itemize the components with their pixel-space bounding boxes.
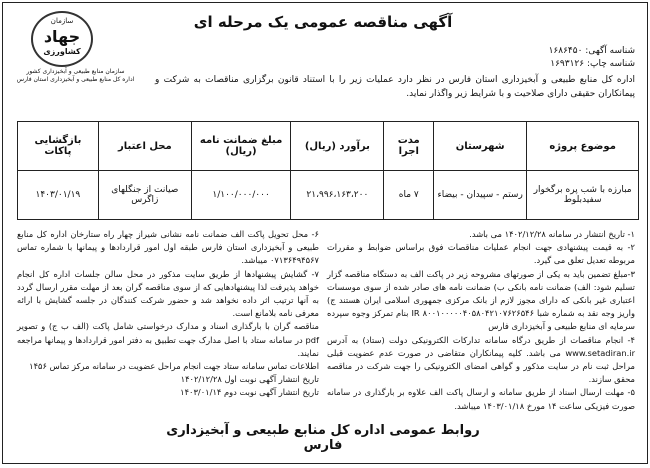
cell-estimate: ۲۱،۹۹۶،۱۶۳،۲۰۰: [291, 171, 384, 220]
second-publish-date: تاریخ انتشار آگهی نوبت دوم ۱۴۰۳/۰۱/۱۴: [180, 387, 319, 398]
logo-org-line1: سازمان منابع طبیعی و آبخیزداری کشور: [26, 68, 125, 75]
print-number: شناسه چاپ: ۱۶۹۳۱۲۶: [550, 59, 635, 69]
header-guarantee: مبلغ ضمانت نامه (ریال): [191, 122, 290, 171]
cell-duration: ۷ ماه: [384, 171, 434, 220]
tender-notice: [2, 2, 648, 464]
logo-word-main: جهاد: [43, 27, 81, 46]
condition-item: ۲- به قیمت پیشنهادی جهت انجام عملیات مناقصات فوق براساس ضوابط و مقررات مربوطه تعدیل تعلق می گیرد.: [327, 242, 635, 266]
conditions-right-column: [327, 228, 635, 413]
condition-item: ۶- محل تحویل پاکت الف ضمانت نامه نشانی شیراز چهار راه ستارخان اداره کل منابع طبیعی و آبخیزداری استان فارس طبقه اول امور قراردادها و پیمانها با شماره تماس ۰۷۱۳۶۴۹۴۵۶۷ میباشد.: [17, 229, 319, 266]
intro-paragraph: اداره کل منابع طبیعی و آبخیزداری استان فارس در نظر دارد عملیات زیر را با استناد قانون برگزاری مناقصات به شرکت و پیمانکاران حقیقی دارای صلاحیت و با شرایط زیر واگذار نماید.: [155, 75, 635, 99]
cell-funding-source: صیانت از جنگلهای زاگرس: [98, 171, 191, 220]
condition-item: ۵- مهلت ارسال اسناد از طریق سامانه و ارسال پاکت الف علاوه بر بارگذاری در سامانه صورت فیزیکی ساعت ۱۴ مورخ ۱۴۰۳/۰۱/۱۸ میباشد.: [327, 387, 635, 411]
header-duration: مدت اجرا: [384, 122, 434, 171]
logo-org-name: [13, 68, 138, 84]
header-city: شهرستان: [434, 122, 527, 171]
header-project-subject: موضوع پروژه: [527, 122, 639, 171]
table-row: [18, 171, 639, 220]
cell-project-subject: مبارزه با شب پره برگخوار سفیدبلوط: [527, 171, 639, 220]
header-funding-source: محل اعتبار: [98, 122, 191, 171]
logo-word-top: سازمان: [50, 17, 74, 25]
cell-city: رستم - سپیدان - بیضاء: [434, 171, 527, 220]
tender-table: [17, 121, 639, 220]
notice-title: آگهی مناقصه عمومی یک مرحله ای: [193, 13, 453, 31]
notice-ids: [549, 45, 635, 71]
cell-opening-date: ۱۴۰۳/۰۱/۱۹: [18, 171, 99, 220]
condition-item: ۱- تاریخ انتشار در سامانه ۱۴۰۲/۱۲/۲۸ می باشد.: [469, 229, 635, 239]
ad-number: شناسه آگهی: ۱۶۸۶۴۵۰: [548, 46, 635, 56]
header-opening-date: بازگشایی پاکات: [18, 122, 99, 171]
conditions-left-column: [17, 228, 319, 400]
table-header-row: [18, 122, 639, 171]
jahad-emblem-icon: [31, 11, 93, 67]
contact-info: اطلاعات تماس سامانه ستاد جهت انجام مراحل عضویت در سامانه مرکز تماس ۱۴۵۶: [29, 361, 319, 372]
footer-signature: روابط عمومی اداره کل منابع طبیعی و آبخیزداری فارس: [166, 423, 480, 453]
first-publish-date: تاریخ انتشار آگهی نوبت اول ۱۴۰۲/۱۲/۲۸: [180, 374, 319, 385]
condition-item: ۳-مبلغ تضمین باید به یکی از صورتهای مشروحه زیر در پاکت الف به دستگاه مناقصه گزار تسلیم شود: الف) ضمانت نامه بانکی ب) ضمانت نامه های صادر شده از سوی موسسات اعتباری غیر بانکی که دارای مجوز لازم از بانک مرکزی جمهوری اسلامی ایران هستند ج) واریز وجه نقد به شماره شبا IR ۸۰۰۱۰۰۰۰۰۴۰۵۸۰۴۲۱۰۷۶۲۶۵۴۶ بنام تمرکز وجوه سپرده سرمایه ای منابع طبیعی و آبخیزداری فارس: [327, 268, 635, 332]
condition-item: مناقصه گران با بارگذاری اسناد و مدارک درخواستی شامل پاکت (الف ب ج) و تصویر pdf در سامانه ستاد با اصل مدارک جهت تطبیق به دفتر امور قراردادها و پیمانها مراجعه نمایند.: [17, 321, 319, 358]
logo-org-line2: اداره کل منابع طبیعی و آبخیزداری استان فارس: [16, 76, 135, 83]
cell-guarantee: ۱/۱۰۰/۰۰۰/۰۰۰: [191, 171, 290, 220]
condition-item: ۴- انجام مناقصات از طریق درگاه سامانه تدارکات الکترونیکی دولت (ستاد) به آدرس www.setadiran.ir می باشد. کلیه پیمانکاران متقاضی در صورت عدم عضویت قبلی مراحل ثبت نام در سایت مذکور و گواهی امضای الکترونیکی را جهت شرکت در مناقصه محقق سازند.: [327, 334, 635, 385]
condition-item: ۷- گشایش پیشنهادها از طریق سایت مذکور در محل سالن جلسات اداره کل انجام خواهد پذیرفت لذا پیشنهادهایی که از سوی مناقصه گران بعد از مهلت مقرر ارسال گردد به آنها ترتیب اثر داده نخواهد شد و حضور شرکت کنندگان در جلسه گشایش با ارائه معرفی نامه بلامانع است.: [17, 268, 319, 319]
logo-word-bottom: کشاورزی: [43, 47, 81, 56]
org-logo: [13, 11, 133, 93]
header-estimate: برآورد (ریال): [291, 122, 384, 171]
